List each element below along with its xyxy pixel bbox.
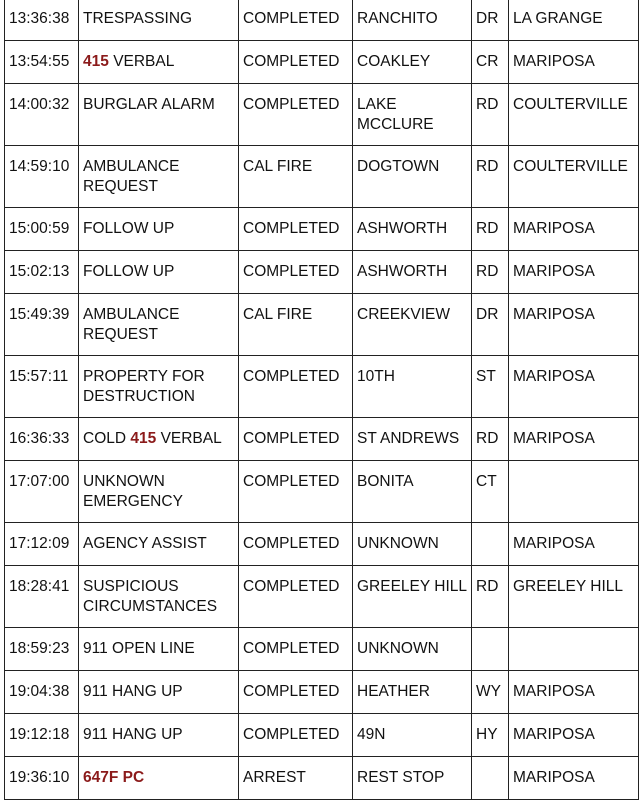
event-type: FOLLOW UP: [83, 220, 175, 237]
event-cell: [79, 628, 239, 671]
event-type: AGENCY ASSIST: [83, 535, 207, 552]
time-cell: 17:12:09: [5, 523, 79, 566]
status-cell: COMPLETED: [239, 356, 353, 418]
event-type: 911 OPEN LINE: [83, 640, 195, 657]
event-type: VERBAL: [160, 430, 222, 447]
table-row: [5, 251, 639, 294]
city-cell: COULTERVILLE: [509, 146, 639, 208]
city-cell: MARIPOSA: [509, 714, 639, 757]
street-suffix-cell: DR: [472, 0, 509, 41]
table-row: [5, 294, 639, 356]
event-cell: [79, 566, 239, 628]
street-cell: RANCHITO: [353, 0, 472, 41]
event-type: SUSPICIOUS CIRCUMSTANCES: [83, 578, 218, 615]
table-row: [5, 356, 639, 418]
street-suffix-cell: [472, 757, 509, 800]
city-cell: LA GRANGE: [509, 0, 639, 41]
table-row: [5, 418, 639, 461]
table-row: [5, 84, 639, 146]
call-log-body: [5, 0, 639, 800]
event-cell: [79, 523, 239, 566]
street-cell: 49N: [353, 714, 472, 757]
street-cell: CREEKVIEW: [353, 294, 472, 356]
table-row: [5, 41, 639, 84]
street-cell: UNKNOWN: [353, 523, 472, 566]
street-cell: COAKLEY: [353, 41, 472, 84]
event-cell: [79, 714, 239, 757]
city-cell: MARIPOSA: [509, 294, 639, 356]
table-row: [5, 671, 639, 714]
event-cell: [79, 0, 239, 41]
street-suffix-cell: [472, 628, 509, 671]
city-cell: MARIPOSA: [509, 356, 639, 418]
street-cell: BONITA: [353, 461, 472, 523]
street-cell: ST ANDREWS: [353, 418, 472, 461]
time-cell: 13:54:55: [5, 41, 79, 84]
time-cell: 18:28:41: [5, 566, 79, 628]
event-cell: [79, 356, 239, 418]
status-cell: CAL FIRE: [239, 146, 353, 208]
status-cell: COMPLETED: [239, 84, 353, 146]
event-type: AMBULANCE REQUEST: [83, 306, 180, 343]
time-cell: 17:07:00: [5, 461, 79, 523]
penal-code: 415: [130, 430, 157, 447]
time-cell: 15:49:39: [5, 294, 79, 356]
street-suffix-cell: RD: [472, 208, 509, 251]
status-cell: COMPLETED: [239, 566, 353, 628]
event-type: TRESPASSING: [83, 10, 193, 27]
penal-code: 647F PC: [83, 769, 145, 786]
street-suffix-cell: RD: [472, 251, 509, 294]
time-cell: 19:36:10: [5, 757, 79, 800]
street-cell: DOGTOWN: [353, 146, 472, 208]
time-cell: 14:00:32: [5, 84, 79, 146]
penal-code: 415: [83, 53, 109, 70]
table-row: [5, 566, 639, 628]
street-cell: REST STOP: [353, 757, 472, 800]
street-suffix-cell: RD: [472, 566, 509, 628]
table-row: [5, 208, 639, 251]
city-cell: GREELEY HILL: [509, 566, 639, 628]
status-cell: ARREST: [239, 757, 353, 800]
status-cell: CAL FIRE: [239, 294, 353, 356]
event-type: UNKNOWN EMERGENCY: [83, 473, 183, 510]
time-cell: 14:59:10: [5, 146, 79, 208]
city-cell: MARIPOSA: [509, 523, 639, 566]
table-row: [5, 757, 639, 800]
call-log-table: [4, 0, 639, 800]
street-cell: LAKE MCCLURE: [353, 84, 472, 146]
event-type: PROPERTY FOR DESTRUCTION: [83, 368, 205, 405]
time-cell: 13:36:38: [5, 0, 79, 41]
city-cell: [509, 628, 639, 671]
city-cell: [509, 461, 639, 523]
event-cell: [79, 41, 239, 84]
event-cell: [79, 671, 239, 714]
event-cell: [79, 294, 239, 356]
table-row: [5, 0, 639, 41]
event-type: AMBULANCE REQUEST: [83, 158, 180, 195]
street-suffix-cell: HY: [472, 714, 509, 757]
event-cell: [79, 146, 239, 208]
city-cell: MARIPOSA: [509, 671, 639, 714]
status-cell: COMPLETED: [239, 461, 353, 523]
event-cell: [79, 418, 239, 461]
street-suffix-cell: RD: [472, 84, 509, 146]
event-type: 911 HANG UP: [83, 683, 183, 700]
street-cell: UNKNOWN: [353, 628, 472, 671]
table-row: [5, 523, 639, 566]
street-suffix-cell: DR: [472, 294, 509, 356]
city-cell: COULTERVILLE: [509, 84, 639, 146]
street-cell: GREELEY HILL: [353, 566, 472, 628]
status-cell: COMPLETED: [239, 714, 353, 757]
street-suffix-cell: RD: [472, 418, 509, 461]
table-row: [5, 461, 639, 523]
table-row: [5, 714, 639, 757]
time-cell: 19:12:18: [5, 714, 79, 757]
event-type: FOLLOW UP: [83, 263, 175, 280]
city-cell: MARIPOSA: [509, 41, 639, 84]
time-cell: 16:36:33: [5, 418, 79, 461]
time-cell: 15:57:11: [5, 356, 79, 418]
street-suffix-cell: CT: [472, 461, 509, 523]
status-cell: COMPLETED: [239, 523, 353, 566]
time-cell: 15:00:59: [5, 208, 79, 251]
event-prefix: COLD: [83, 430, 131, 447]
status-cell: COMPLETED: [239, 208, 353, 251]
time-cell: 19:04:38: [5, 671, 79, 714]
event-type: 911 HANG UP: [83, 726, 183, 743]
status-cell: COMPLETED: [239, 0, 353, 41]
event-cell: [79, 84, 239, 146]
street-suffix-cell: ST: [472, 356, 509, 418]
city-cell: MARIPOSA: [509, 757, 639, 800]
time-cell: 15:02:13: [5, 251, 79, 294]
city-cell: MARIPOSA: [509, 208, 639, 251]
event-cell: [79, 208, 239, 251]
event-cell: [79, 757, 239, 800]
table-row: [5, 146, 639, 208]
street-suffix-cell: CR: [472, 41, 509, 84]
table-row: [5, 628, 639, 671]
status-cell: COMPLETED: [239, 251, 353, 294]
event-type: VERBAL: [113, 53, 175, 70]
status-cell: COMPLETED: [239, 418, 353, 461]
street-suffix-cell: WY: [472, 671, 509, 714]
time-cell: 18:59:23: [5, 628, 79, 671]
city-cell: MARIPOSA: [509, 251, 639, 294]
street-suffix-cell: [472, 523, 509, 566]
event-type: BURGLAR ALARM: [83, 96, 215, 113]
status-cell: COMPLETED: [239, 671, 353, 714]
event-cell: [79, 251, 239, 294]
status-cell: COMPLETED: [239, 628, 353, 671]
city-cell: MARIPOSA: [509, 418, 639, 461]
street-cell: ASHWORTH: [353, 208, 472, 251]
event-cell: [79, 461, 239, 523]
street-cell: 10TH: [353, 356, 472, 418]
status-cell: COMPLETED: [239, 41, 353, 84]
street-suffix-cell: RD: [472, 146, 509, 208]
street-cell: HEATHER: [353, 671, 472, 714]
street-cell: ASHWORTH: [353, 251, 472, 294]
